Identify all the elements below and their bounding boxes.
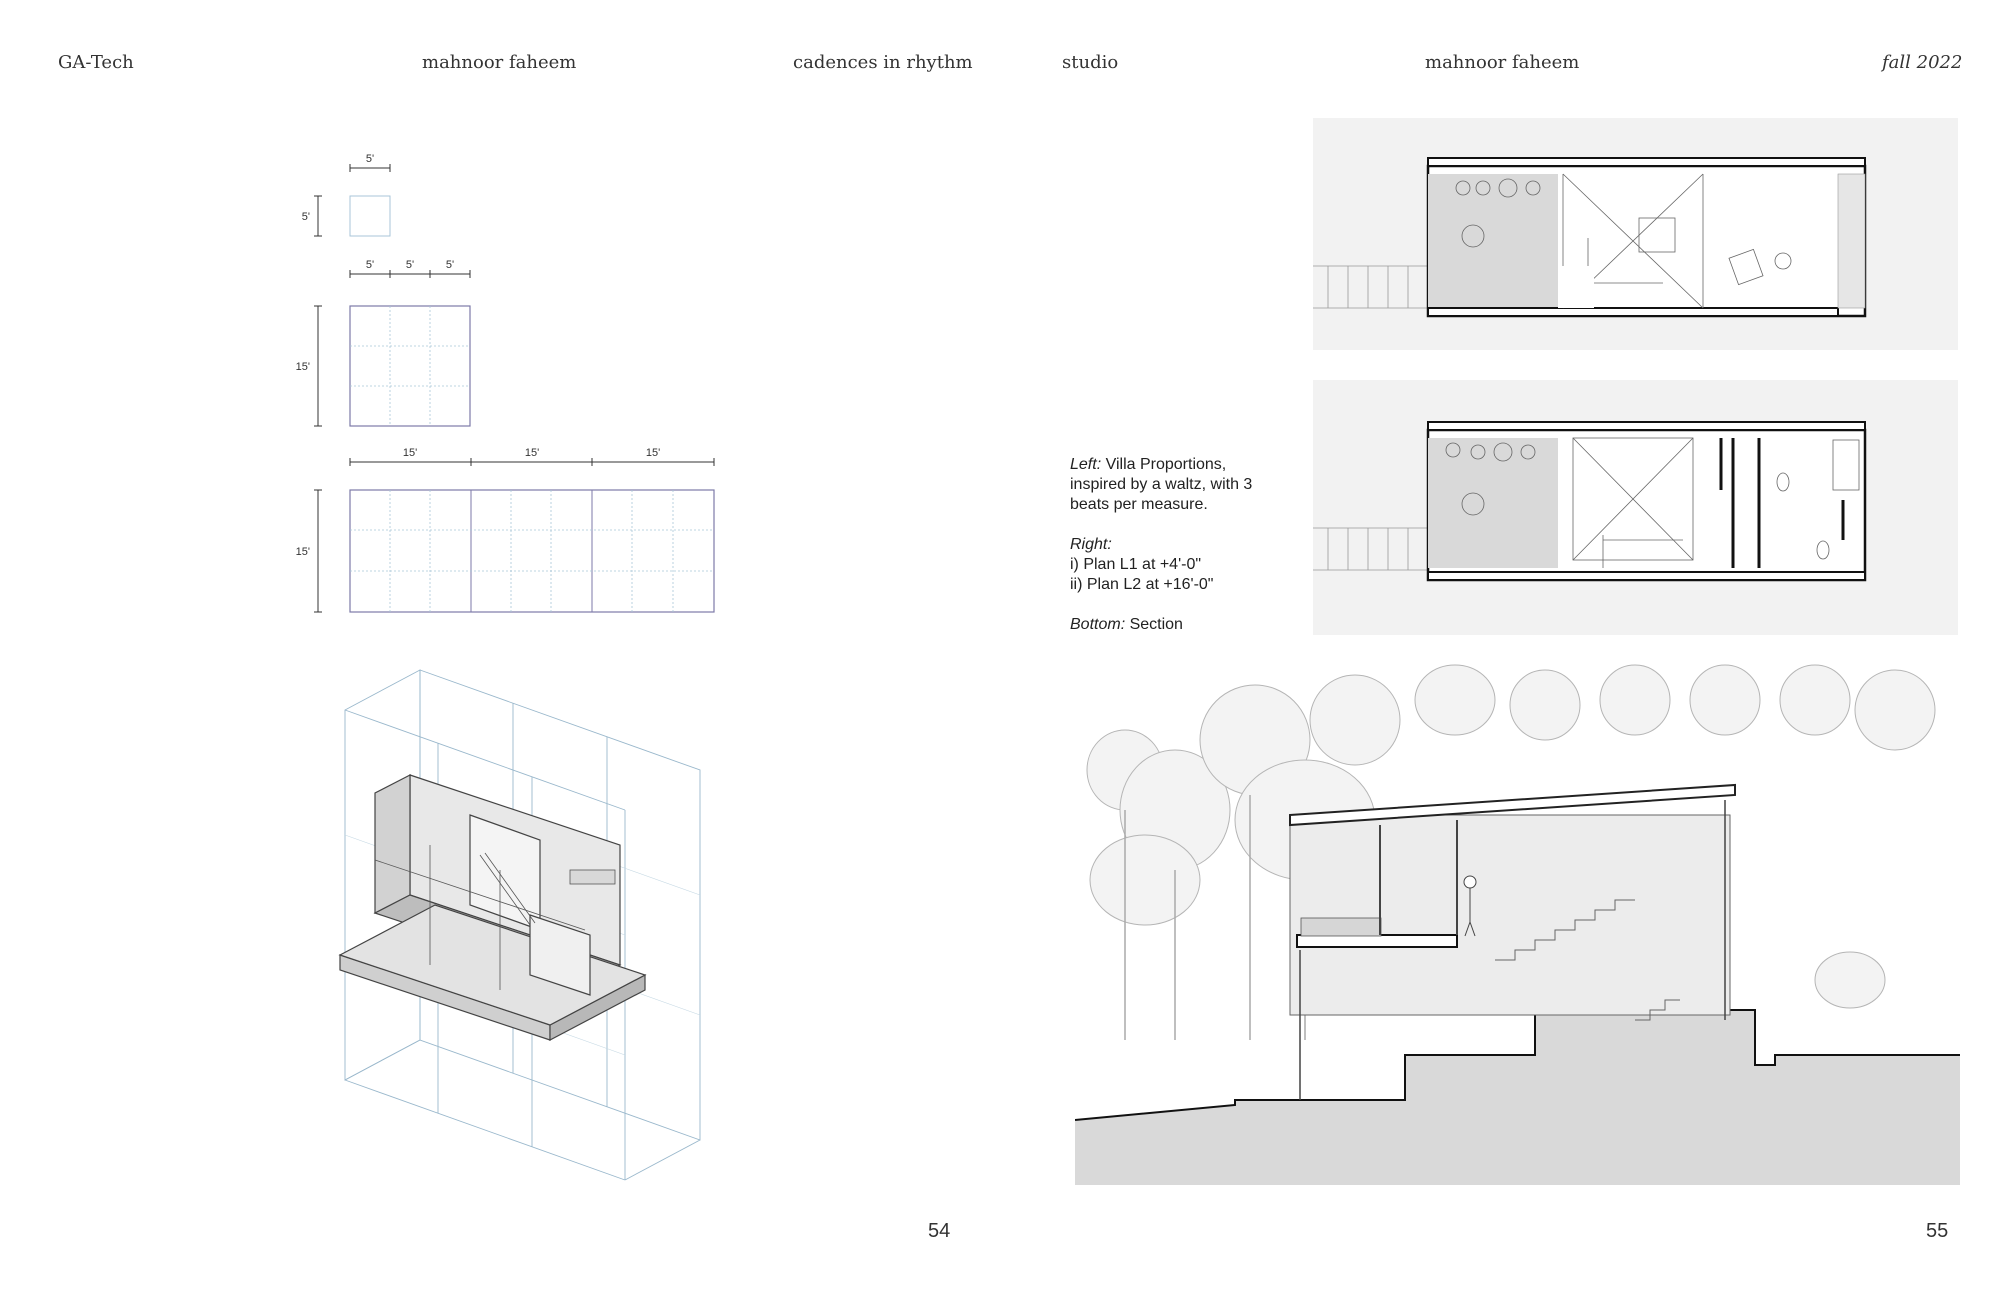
header-section: studio	[1062, 52, 1119, 73]
caption-bottom-text: Section	[1125, 616, 1183, 633]
proportion-diagram	[280, 150, 740, 620]
dim-small-side: 5'	[301, 211, 310, 223]
caption-left-text: Villa Proportions, inspired by a waltz, with 3 beats per measure.	[1070, 456, 1253, 513]
dim-bay-2: 15'	[524, 447, 540, 459]
caption-right	[1070, 535, 1280, 595]
plan-l1-drawing	[1313, 118, 1958, 350]
dim-bay-3: 15'	[645, 447, 661, 459]
dim-unit-2: 5'	[405, 259, 415, 271]
header-term: fall 2022	[1882, 52, 1963, 73]
dim-mid-side: 15'	[295, 361, 310, 373]
header-school: GA-Tech	[58, 52, 134, 73]
caption-left-label: Left:	[1070, 456, 1102, 473]
page-number-right: 55	[1926, 1220, 1949, 1242]
header-project-title: cadences in rhythm	[793, 52, 973, 73]
caption-left	[1070, 455, 1280, 515]
dim-large-side: 15'	[295, 546, 310, 558]
dim-unit-3: 5'	[445, 259, 455, 271]
caption-plan-1: i) Plan L1 at +4'-0"	[1070, 556, 1202, 573]
page-number-left: 54	[928, 1220, 951, 1242]
figure-caption	[1070, 455, 1280, 655]
header-author-right: mahnoor faheem	[1425, 52, 1580, 73]
caption-right-label: Right:	[1070, 536, 1112, 553]
section-drawing	[1075, 660, 1960, 1185]
header-author-left: mahnoor faheem	[422, 52, 577, 73]
dim-unit-1: 5'	[365, 259, 375, 271]
plan-l2-drawing	[1313, 380, 1958, 635]
axonometric-drawing	[300, 665, 740, 1195]
caption-bottom-label: Bottom:	[1070, 616, 1126, 633]
plan-l2-panel	[1313, 380, 1958, 635]
dim-bay-1: 15'	[402, 447, 418, 459]
caption-bottom	[1070, 615, 1280, 635]
plan-l1-panel	[1313, 118, 1958, 350]
dim-small-top: 5'	[365, 153, 375, 165]
caption-plan-2: ii) Plan L2 at +16'-0"	[1070, 576, 1214, 593]
